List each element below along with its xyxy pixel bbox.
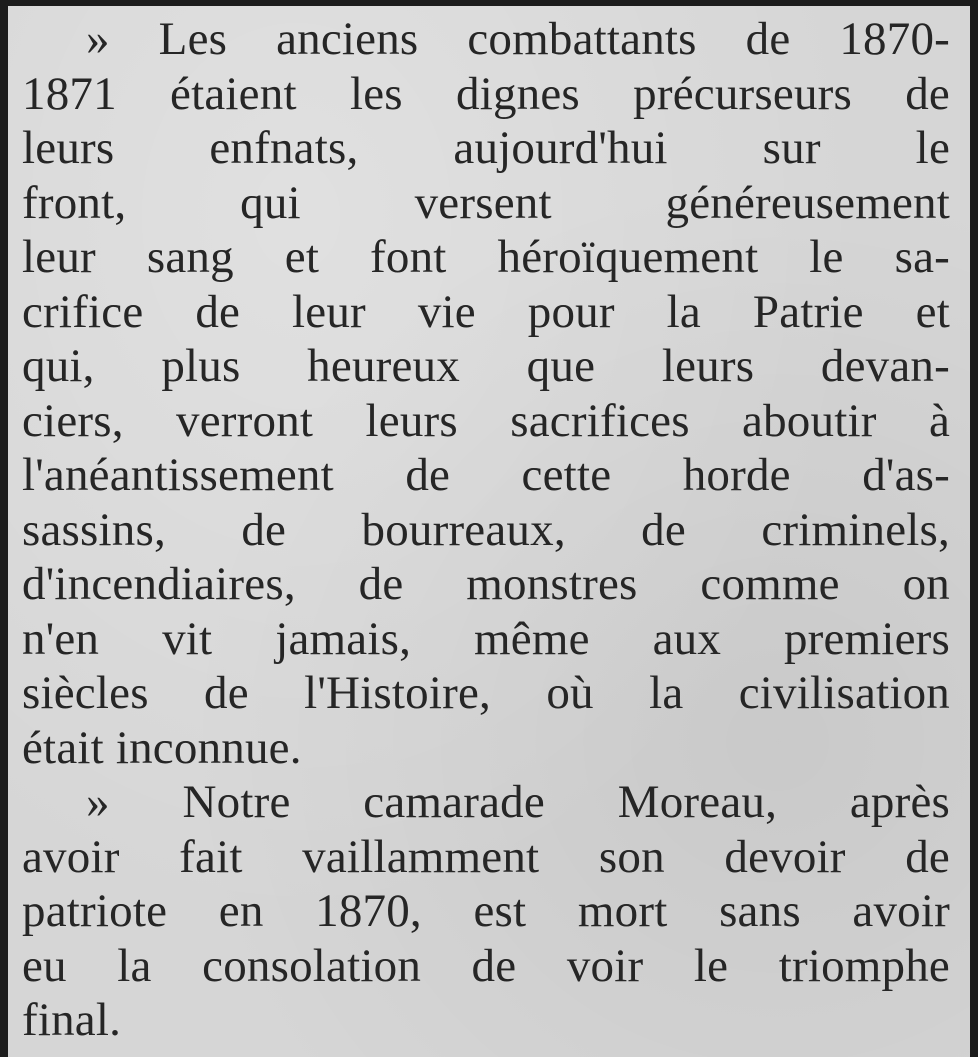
text-line: eu la consolation de voir le triomphe — [22, 939, 950, 992]
text-line: leur sang et font héroïquement le sa- — [22, 231, 950, 283]
text-line: final. — [22, 994, 122, 1046]
text-line: » Notre camarade Moreau, après — [86, 776, 950, 828]
text-line: avoir fait vaillamment son devoir de — [22, 830, 950, 883]
text-line: » Les anciens combattants de 1870- — [86, 13, 950, 65]
paragraph-2 — [22, 775, 950, 1048]
text-line: ciers, verront leurs sacrifices aboutir à — [22, 394, 950, 447]
text-line: qui, plus heureux que leurs devan- — [22, 340, 950, 392]
text-line: était inconnue. — [22, 721, 302, 774]
text-line: 1871 étaient les dignes précurseurs de — [22, 67, 950, 120]
text-line: d'incendiaires, de monstres comme on — [22, 558, 950, 610]
text-line: front, qui versent généreusement — [22, 176, 950, 229]
paragraph-1 — [22, 12, 950, 775]
text-line: sassins, de bourreaux, de criminels, — [22, 503, 950, 556]
text-line: crifice de leur vie pour la Patrie et — [22, 285, 950, 338]
text-line: siècles de l'Histoire, où la civilisation — [22, 667, 950, 719]
text-line: l'anéantissement de cette horde d'as- — [22, 449, 950, 501]
text-line: patriote en 1870, est mort sans avoir — [22, 885, 950, 937]
text-line: leurs enfnats, aujourd'hui sur le — [22, 122, 950, 174]
article-column — [22, 12, 950, 1048]
text-line: n'en vit jamais, même aux premiers — [22, 612, 950, 665]
newspaper-clipping — [8, 6, 970, 1057]
